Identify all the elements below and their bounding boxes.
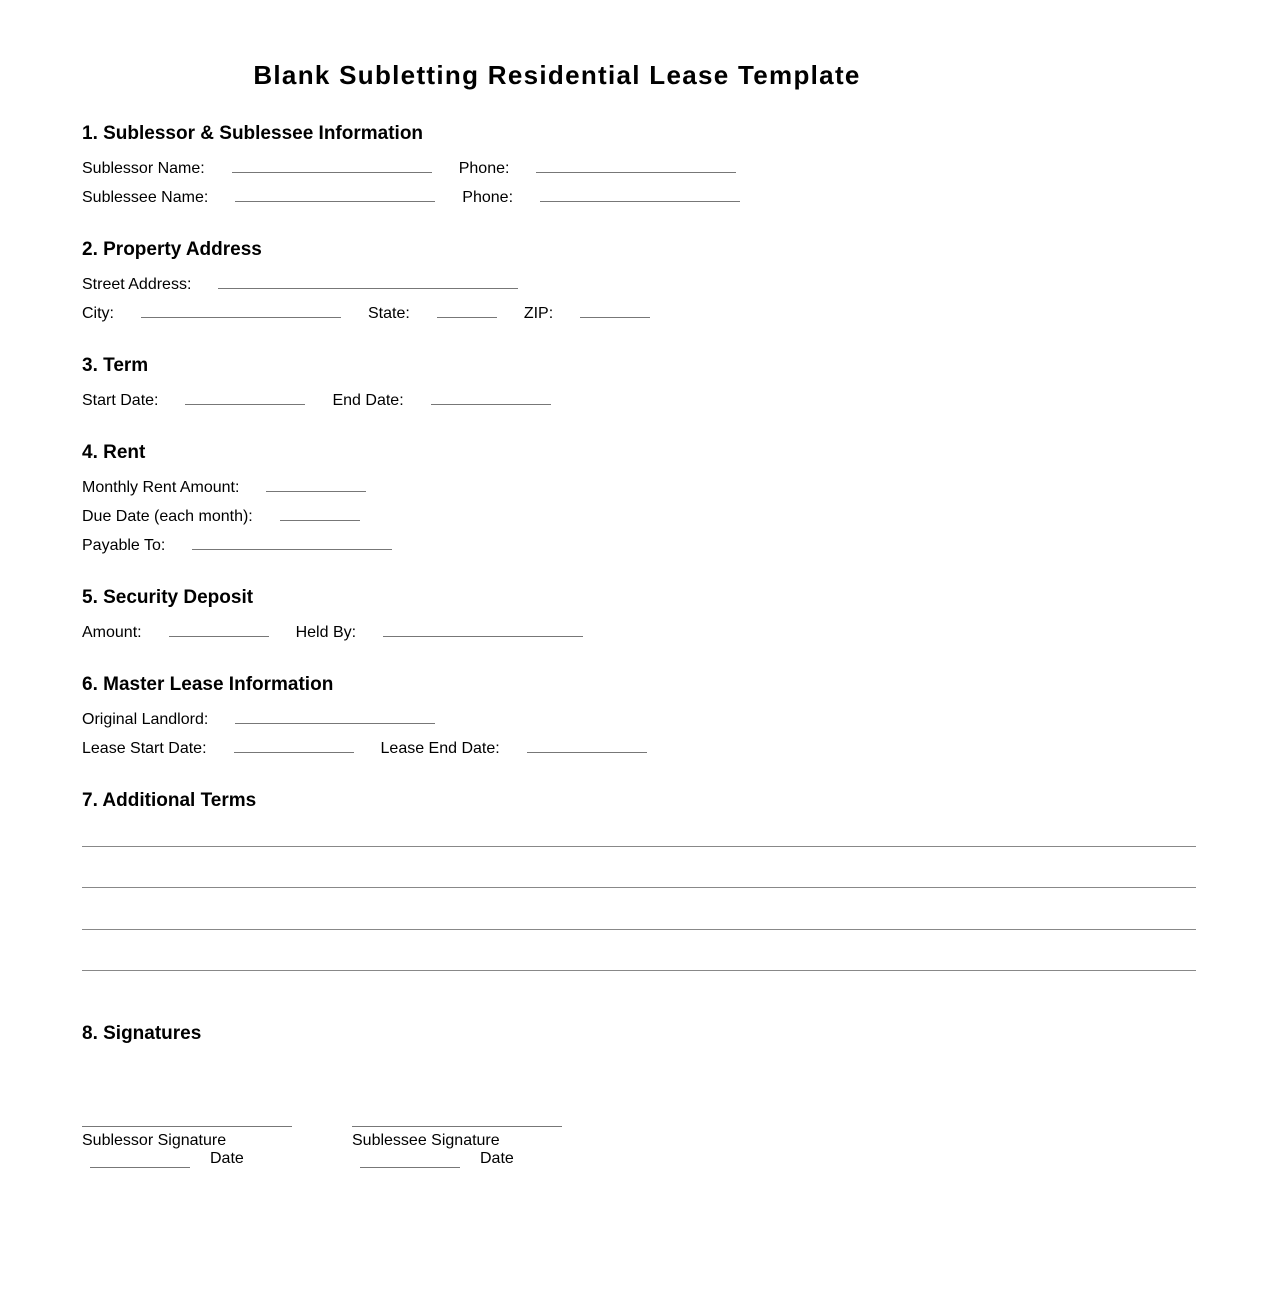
due-date-row (82, 506, 360, 528)
sublessor-date-label: Date (210, 1150, 244, 1167)
sublessor-signature-line[interactable] (82, 1126, 292, 1127)
start-date-field[interactable] (185, 390, 305, 405)
sublessor-signature-label: Sublessor Signature (82, 1132, 227, 1149)
document-title: Blank Subletting Residential Lease Template (253, 60, 861, 90)
city-state-zip-row (82, 303, 650, 325)
sublessee-date-label: Date (480, 1150, 514, 1167)
city-field[interactable] (141, 303, 341, 318)
section-8-heading: 8. Signatures (82, 1023, 202, 1044)
sublessee-name-field[interactable] (235, 187, 435, 202)
additional-terms-line-3[interactable] (82, 929, 1196, 930)
sublessee-date-line[interactable] (360, 1167, 460, 1168)
monthly-rent-field[interactable] (266, 477, 366, 492)
lease-start-date-field[interactable] (234, 738, 354, 753)
section-4-heading: 4. Rent (82, 442, 146, 463)
end-date-label: End Date: (332, 392, 404, 409)
sublessor-phone-label: Phone: (458, 160, 510, 177)
street-row (82, 274, 518, 296)
monthly-rent-row (82, 477, 366, 499)
original-landlord-row (82, 709, 435, 731)
zip-field[interactable] (580, 303, 650, 318)
sublessee-row (82, 187, 740, 209)
held-by-label: Held By: (295, 624, 357, 641)
lease-end-date-field[interactable] (527, 738, 647, 753)
sublessor-name-field[interactable] (232, 158, 432, 173)
sublessee-signature-label: Sublessee Signature (352, 1132, 500, 1149)
sublessor-row (82, 158, 736, 180)
sublessor-date-line[interactable] (90, 1167, 190, 1168)
additional-terms-line-2[interactable] (82, 887, 1196, 888)
sublessee-signature-line[interactable] (352, 1126, 562, 1127)
payable-to-row (82, 535, 392, 557)
term-row (82, 390, 551, 412)
end-date-field[interactable] (431, 390, 551, 405)
street-address-label: Street Address: (82, 276, 192, 293)
section-6-heading: 6. Master Lease Information (82, 674, 334, 695)
due-date-label: Due Date (each month): (82, 508, 253, 525)
state-label: State: (368, 305, 410, 322)
due-date-field[interactable] (280, 506, 360, 521)
section-5-heading: 5. Security Deposit (82, 587, 254, 608)
start-date-label: Start Date: (82, 392, 159, 409)
sublessee-phone-field[interactable] (540, 187, 740, 202)
deposit-amount-label: Amount: (82, 624, 142, 641)
payable-to-label: Payable To: (82, 537, 166, 554)
section-1-heading: 1. Sublessor & Sublessee Information (82, 123, 424, 144)
original-landlord-field[interactable] (235, 709, 435, 724)
payable-to-field[interactable] (192, 535, 392, 550)
lease-start-date-label: Lease Start Date: (82, 740, 207, 757)
section-3-heading: 3. Term (82, 355, 149, 376)
state-field[interactable] (437, 303, 497, 318)
master-lease-dates-row (82, 738, 647, 760)
sublessee-phone-label: Phone: (462, 189, 514, 206)
additional-terms-line-4[interactable] (82, 970, 1196, 971)
sublessor-phone-field[interactable] (536, 158, 736, 173)
sublessor-name-label: Sublessor Name: (82, 160, 205, 177)
deposit-row (82, 622, 583, 644)
city-label: City: (82, 305, 114, 322)
held-by-field[interactable] (383, 622, 583, 637)
additional-terms-line-1[interactable] (82, 846, 1196, 847)
deposit-amount-field[interactable] (169, 622, 269, 637)
lease-end-date-label: Lease End Date: (380, 740, 500, 757)
street-address-field[interactable] (218, 274, 518, 289)
section-2-heading: 2. Property Address (82, 239, 262, 260)
original-landlord-label: Original Landlord: (82, 711, 209, 728)
zip-label: ZIP: (523, 305, 554, 322)
section-7-heading: 7. Additional Terms (82, 790, 257, 811)
sublessee-name-label: Sublessee Name: (82, 189, 209, 206)
monthly-rent-label: Monthly Rent Amount: (82, 479, 240, 496)
